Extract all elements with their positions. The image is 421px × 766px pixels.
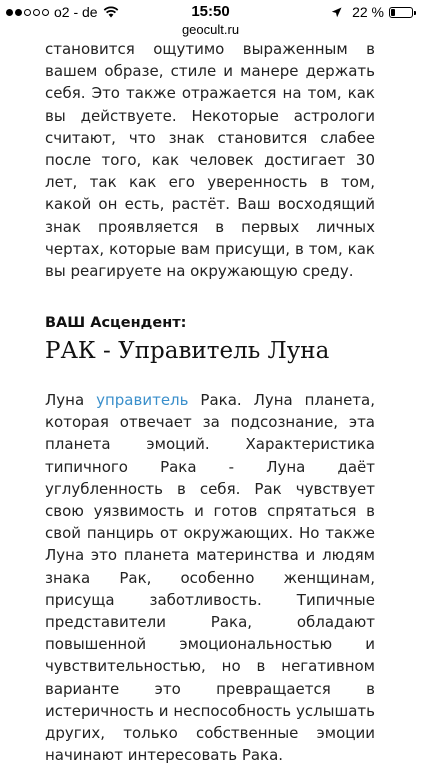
ruler-para-start: Луна <box>45 391 97 409</box>
ruler-paragraph <box>45 389 375 766</box>
ascendant-label: ВАШ Асцендент: <box>45 315 187 331</box>
url-bar[interactable]: geocult.ru <box>181 22 240 37</box>
intro-paragraph: становится ощутимо выраженным в вашем образе, стиле и манере держать себя. Это также отражается на том, как вы действуете. Некоторые астрологи считают, что знак становится слабее после того, как человек достигает 30 лет, так как его уверенность в том, какой он есть, растёт. Ваш восходящий знак проявляется в первых личных чертах, которые вам присущи, в том, как вы реагируете на окружающую среду. <box>45 40 375 281</box>
ascendant-heading: РАК - Управитель Луна <box>45 338 330 364</box>
carrier-name: o2 - de <box>54 4 98 20</box>
battery-icon <box>389 7 413 18</box>
clock-time: 15:50 <box>191 3 230 20</box>
battery-fill <box>391 9 395 16</box>
status-bar <box>0 0 421 22</box>
ruler-para-rest: Рака. Луна планета, которая отвечает за подсознание, эта планета эмоций. Характеристика типичного Рака - Луна даёт углубленность в себя. Рак чувствует свою уязвимость и готов спрятаться в свой панцирь от окружающих. Но также Луна это планета материнства и людям знака Рак, особенно женщинам, присуща заботливость. Типичные представители Рака, обладают повышенной эмоциональностью и чувствительностью, но в негативном варианте это превращается в истеричность и неспособность услышать других, только собственные эмоции начинают интересовать Рака. <box>45 391 375 765</box>
ruler-link[interactable]: управитель <box>96 391 189 409</box>
article-ruler <box>45 389 375 766</box>
location-arrow-icon <box>331 7 342 18</box>
battery-tip <box>414 11 416 15</box>
status-right <box>331 4 413 20</box>
article-intro <box>45 38 375 282</box>
battery-percent: 22 % <box>352 4 384 20</box>
